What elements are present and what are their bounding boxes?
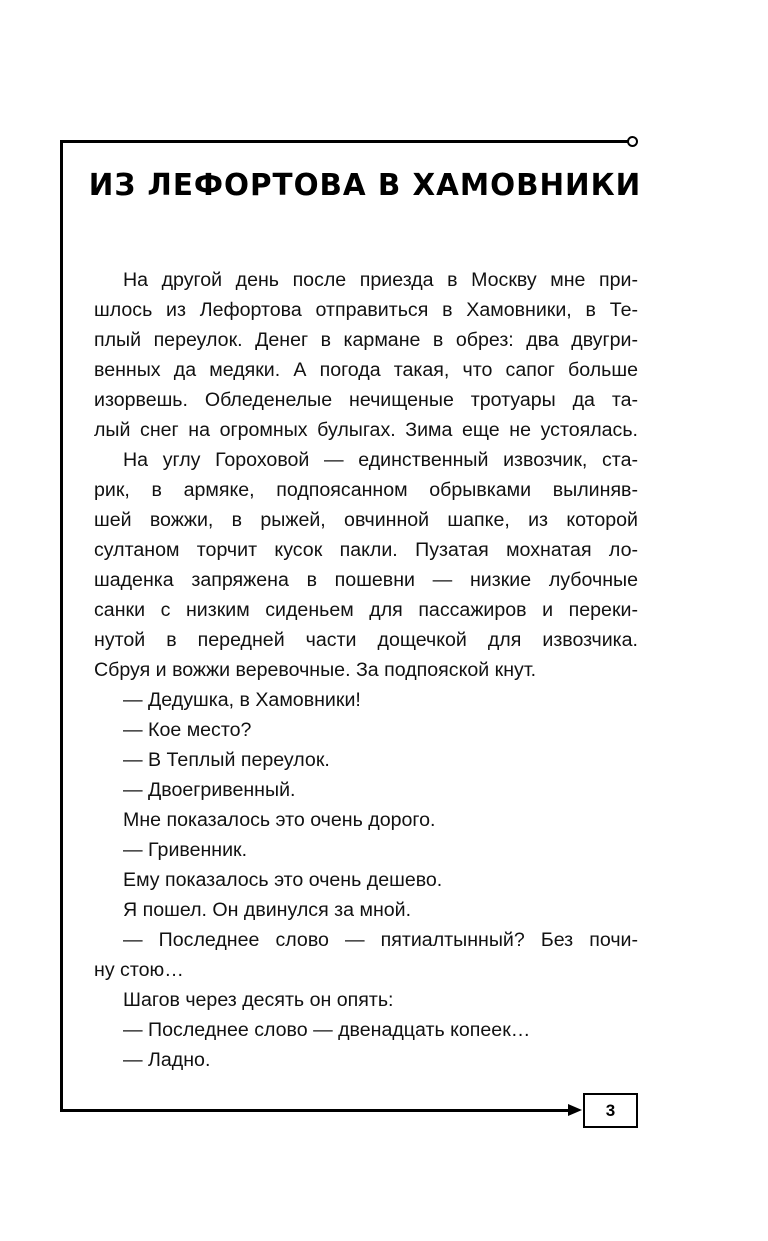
text-line: — Гривенник. (123, 839, 248, 861)
text-line: Сбруя и вожжи веревочные. За подпояской кнут. (94, 659, 537, 681)
text-line: рик, в армяке, подпоясанном обрывками вылиняв- (94, 479, 638, 501)
text-line: шаденка запряжена в пошевни — низкие лубочные (94, 569, 638, 591)
text-line: — Последнее слово — пятиалтынный? Без почи- (123, 929, 638, 951)
text-line: шлось из Лефортова отправиться в Хамовники, в Те- (94, 299, 638, 321)
frame-left-rule (60, 140, 63, 1112)
text-line: Мне показалось это очень дорого. (123, 809, 436, 831)
text-line: венных да медяки. А погода такая, что сапог больше (94, 359, 638, 381)
text-line: — Дедушка, в Хамовники! (123, 689, 361, 711)
text-line: Я пошел. Он двинулся за мной. (123, 899, 412, 921)
text-line: — Кое место? (123, 719, 252, 741)
text-line: санки с низким сиденьем для пассажиров и переки- (94, 599, 638, 621)
arrow-right-icon (568, 1104, 582, 1116)
text-line: На углу Гороховой — единственный извозчик, ста- (123, 449, 638, 471)
text-line: султаном торчит кусок пакли. Пузатая мохнатая ло- (94, 539, 638, 561)
text-line: изорвешь. Обледенелые нечищеные тротуары да та- (94, 389, 638, 411)
text-line: Ему показалось это очень дешево. (123, 869, 443, 891)
text-line: ну стою… (94, 959, 184, 981)
text-line: Шагов через десять он опять: (123, 989, 394, 1011)
text-line: На другой день после приезда в Москву мне при- (123, 269, 638, 291)
text-line: — Последнее слово — двенадцать копеек… (123, 1019, 531, 1041)
frame-top-rule (60, 140, 628, 143)
chapter-body-text (94, 265, 638, 1075)
page-number: 3 (583, 1093, 638, 1128)
frame-circle-ornament-icon (627, 136, 638, 147)
frame-bottom-rule (60, 1109, 572, 1112)
text-line: — Ладно. (123, 1049, 211, 1071)
text-line: — В Теплый переулок. (123, 749, 330, 771)
text-line: — Двоегривенный. (123, 779, 296, 801)
text-line: плый переулок. Денег в кармане в обрез: два двугри- (94, 329, 638, 351)
chapter-title: ИЗ ЛЕФОРТОВА В ХАМОВНИКИ (88, 168, 642, 203)
text-line: шей вожжи, в рыжей, овчинной шапке, из которой (94, 509, 638, 531)
text-line: нутой в передней части дощечкой для извозчика. (94, 629, 638, 651)
text-line: лый снег на огромных булыгах. Зима еще не устоялась. (94, 419, 638, 441)
